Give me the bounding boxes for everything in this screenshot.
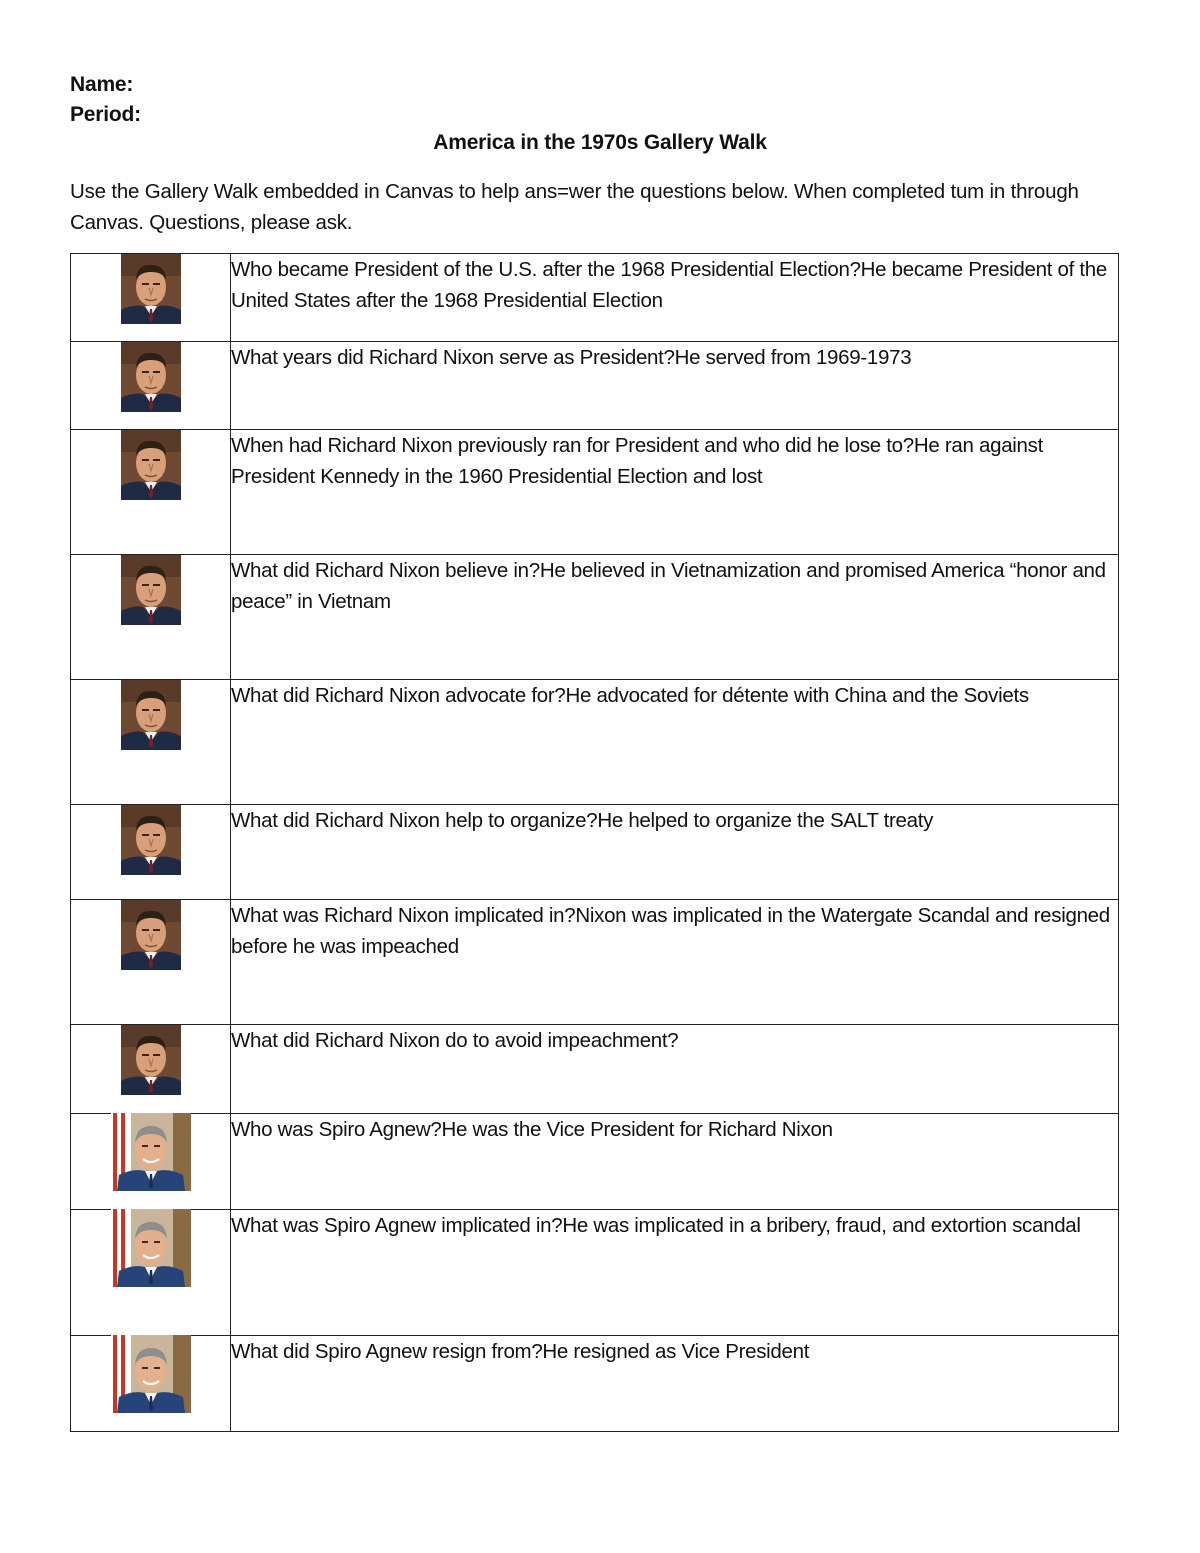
table-row xyxy=(71,430,1119,555)
nixon-portrait xyxy=(121,805,181,875)
portrait-cell xyxy=(71,1025,231,1114)
question-answer-text: When had Richard Nixon previously ran for President and who did he lose to?He ran against President Kennedy in the 1960 Presidential Election and lost xyxy=(231,430,1119,555)
portrait-cell xyxy=(71,1336,231,1432)
portrait-cell xyxy=(71,254,231,342)
portrait-cell xyxy=(71,1114,231,1210)
table-row xyxy=(71,1025,1119,1114)
table-row xyxy=(71,254,1119,342)
table-row xyxy=(71,342,1119,430)
table-row xyxy=(71,1114,1119,1210)
portrait-cell xyxy=(71,430,231,555)
nixon-portrait xyxy=(121,1025,181,1095)
nixon-portrait xyxy=(121,680,181,750)
gallery-table xyxy=(70,253,1119,1432)
question-answer-text: What was Spiro Agnew implicated in?He was implicated in a bribery, fraud, and extortion scandal xyxy=(231,1210,1119,1336)
portrait-cell xyxy=(71,1210,231,1336)
table-row xyxy=(71,555,1119,680)
nixon-portrait xyxy=(121,342,181,412)
nixon-portrait xyxy=(121,555,181,625)
portrait-cell xyxy=(71,555,231,680)
period-label: Period: xyxy=(70,103,141,126)
question-answer-text: Who became President of the U.S. after the 1968 Presidential Election?He became President of the United States after the 1968 Presidential Election xyxy=(231,254,1119,342)
agnew-portrait xyxy=(111,1113,191,1191)
nixon-portrait xyxy=(121,254,181,324)
agnew-portrait xyxy=(111,1209,191,1287)
table-row xyxy=(71,900,1119,1025)
question-answer-text: Who was Spiro Agnew?He was the Vice President for Richard Nixon xyxy=(231,1114,1119,1210)
portrait-cell xyxy=(71,900,231,1025)
name-label: Name: xyxy=(70,73,134,96)
table-row xyxy=(71,1336,1119,1432)
nixon-portrait xyxy=(121,430,181,500)
agnew-portrait xyxy=(111,1335,191,1413)
instructions: Use the Gallery Walk embedded in Canvas to help ans=wer the questions below. When completed tum in through Canvas. Questions, please ask. xyxy=(70,180,1079,234)
portrait-cell xyxy=(71,805,231,900)
question-answer-text: What did Richard Nixon advocate for?He advocated for détente with China and the Soviets xyxy=(231,680,1119,805)
question-answer-text: What was Richard Nixon implicated in?Nixon was implicated in the Watergate Scandal and resigned before he was impeached xyxy=(231,900,1119,1025)
portrait-cell xyxy=(71,680,231,805)
table-row xyxy=(71,1210,1119,1336)
portrait-cell xyxy=(71,342,231,430)
question-answer-text: What did Richard Nixon do to avoid impeachment? xyxy=(231,1025,1119,1114)
nixon-portrait xyxy=(121,900,181,970)
question-answer-text: What did Richard Nixon help to organize?He helped to organize the SALT treaty xyxy=(231,805,1119,900)
table-row xyxy=(71,805,1119,900)
page-title: America in the 1970s Gallery Walk xyxy=(433,131,767,154)
table-row xyxy=(71,680,1119,805)
question-answer-text: What years did Richard Nixon serve as President?He served from 1969-1973 xyxy=(231,342,1119,430)
question-answer-text: What did Spiro Agnew resign from?He resigned as Vice President xyxy=(231,1336,1119,1432)
question-answer-text: What did Richard Nixon believe in?He believed in Vietnamization and promised America “honor and peace” in Vietnam xyxy=(231,555,1119,680)
